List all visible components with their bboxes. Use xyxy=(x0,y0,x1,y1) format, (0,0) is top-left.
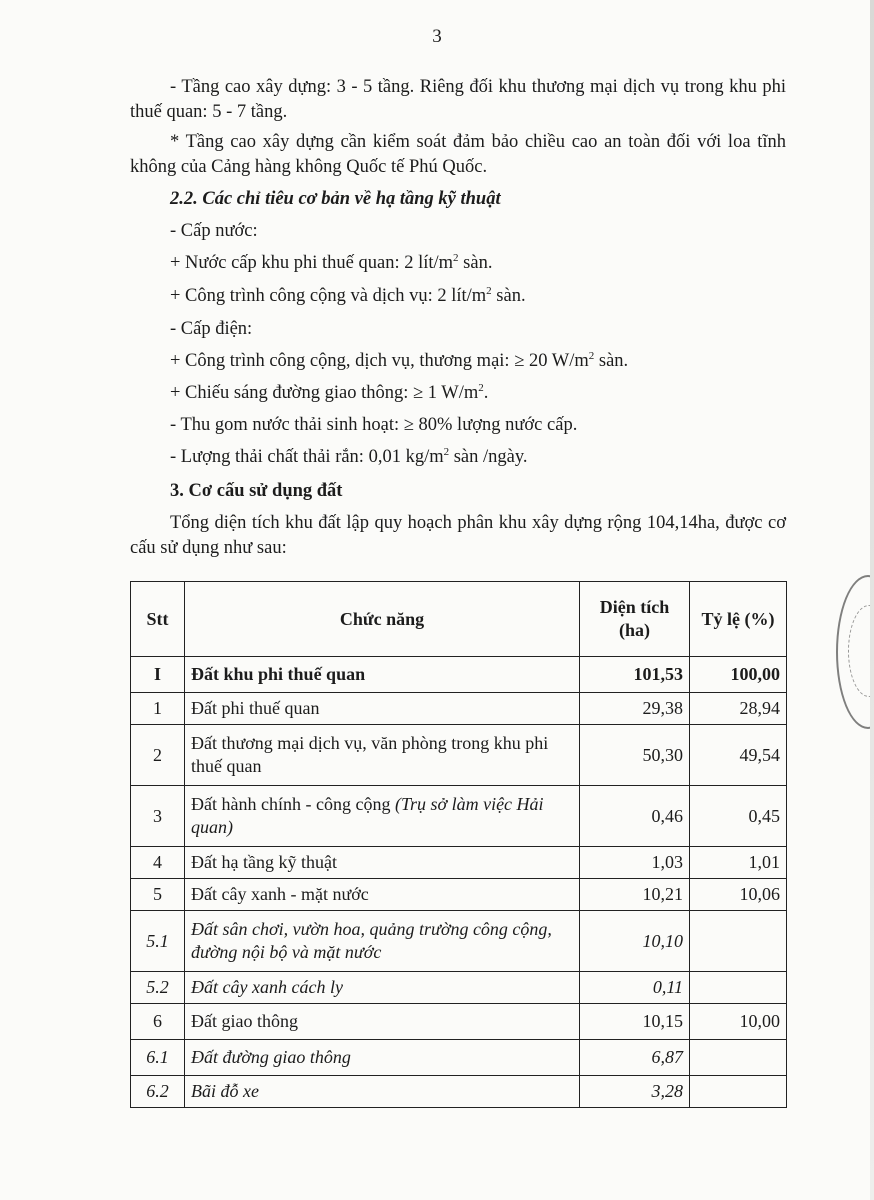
header-function: Chức năng xyxy=(185,582,580,657)
row-ratio xyxy=(690,1076,787,1108)
header-area: Diện tích (ha) xyxy=(580,582,690,657)
row-stt: 1 xyxy=(131,693,185,725)
header-ratio: Tỷ lệ (%) xyxy=(690,582,787,657)
page-edge-shadow xyxy=(870,0,874,1200)
row-stt: 5.2 xyxy=(131,972,185,1004)
row-ratio: 100,00 xyxy=(690,657,787,693)
row-function: Đất sân chơi, vườn hoa, quảng trường công cộng, đường nội bộ và mặt nước xyxy=(185,911,580,972)
row-function: Đất thương mại dịch vụ, văn phòng trong khu phi thuế quan xyxy=(185,725,580,786)
water-supply-label: - Cấp nước: xyxy=(170,221,258,241)
table-row xyxy=(131,657,787,693)
power-public-line: + Công trình công cộng, dịch vụ, thương mại: ≥ 20 $W/m^2$ sàn. xyxy=(170,350,629,371)
row-area: 0,46 xyxy=(580,786,690,847)
land-intro-paragraph: Tổng diện tích khu đất lập quy hoạch phân khu xây dựng rộng 104,14ha, được cơ cấu sử dụng như sau: xyxy=(130,513,786,558)
water-zone-line: + Nước cấp khu phi thuế quan: 2 lít/$m^2$ sàn. xyxy=(170,252,493,273)
table-row xyxy=(131,1040,787,1076)
row-stt: 4 xyxy=(131,847,185,879)
table-row xyxy=(131,972,787,1004)
row-function: Đất cây xanh - mặt nước xyxy=(185,879,580,911)
table-row xyxy=(131,879,787,911)
row-stt: 6.2 xyxy=(131,1076,185,1108)
land-use-table xyxy=(130,581,787,1108)
table-row xyxy=(131,1076,787,1108)
table-row xyxy=(131,786,787,847)
row-area: 6,87 xyxy=(580,1040,690,1076)
row-function-note: (Trụ sở làm việc Hải quan) xyxy=(191,794,544,837)
row-function: Đất hạ tầng kỹ thuật xyxy=(185,847,580,879)
table-row xyxy=(131,911,787,972)
row-area: 10,15 xyxy=(580,1004,690,1040)
row-ratio: 10,00 xyxy=(690,1004,787,1040)
row-stt: 5.1 xyxy=(131,911,185,972)
row-area: 101,53 xyxy=(580,657,690,693)
table-row xyxy=(131,725,787,786)
row-area: 50,30 xyxy=(580,725,690,786)
header-stt: Stt xyxy=(131,582,185,657)
row-ratio: 10,06 xyxy=(690,879,787,911)
row-function: Đất khu phi thuế quan xyxy=(185,657,580,693)
row-ratio xyxy=(690,1040,787,1076)
table-row xyxy=(131,693,787,725)
row-function-text: Đất hành chính - công cộng xyxy=(191,794,395,814)
row-area: 1,03 xyxy=(580,847,690,879)
row-ratio: 1,01 xyxy=(690,847,787,879)
row-area: 0,11 xyxy=(580,972,690,1004)
row-function xyxy=(185,786,580,847)
table-row xyxy=(131,1004,787,1040)
row-ratio: 49,54 xyxy=(690,725,787,786)
row-ratio xyxy=(690,911,787,972)
row-stt: 5 xyxy=(131,879,185,911)
row-area: 3,28 xyxy=(580,1076,690,1108)
row-area: 29,38 xyxy=(580,693,690,725)
row-function: Đất đường giao thông xyxy=(185,1040,580,1076)
row-function: Đất phi thuế quan xyxy=(185,693,580,725)
row-stt: 2 xyxy=(131,725,185,786)
wastewater-line: - Thu gom nước thải sinh hoạt: ≥ 80% lượng nước cấp. xyxy=(170,415,578,435)
row-ratio xyxy=(690,972,787,1004)
power-supply-label: - Cấp điện: xyxy=(170,319,253,339)
row-function: Đất cây xanh cách ly xyxy=(185,972,580,1004)
section-3-heading: 3. Cơ cấu sử dụng đất xyxy=(170,481,343,501)
floors-note-paragraph: * Tầng cao xây dựng cần kiểm soát đảm bảo chiều cao an toàn đối với loa tĩnh không của Cảng hàng không Quốc tế Phú Quốc. xyxy=(130,132,786,177)
row-area: 10,21 xyxy=(580,879,690,911)
water-public-line: + Công trình công cộng và dịch vụ: 2 lít/$m^2$ sàn. xyxy=(170,285,526,306)
row-stt: 6.1 xyxy=(131,1040,185,1076)
row-ratio: 0,45 xyxy=(690,786,787,847)
row-stt: 6 xyxy=(131,1004,185,1040)
table-row xyxy=(131,847,787,879)
row-stt: 3 xyxy=(131,786,185,847)
lighting-line: + Chiếu sáng đường giao thông: ≥ 1 $W/m^2$. xyxy=(170,382,489,403)
section-2-2-heading: 2.2. Các chỉ tiêu cơ bản về hạ tầng kỹ thuật xyxy=(170,189,501,209)
row-function: Bãi đỗ xe xyxy=(185,1076,580,1108)
row-function: Đất giao thông xyxy=(185,1004,580,1040)
solid-waste-line: - Lượng thải chất thải rắn: 0,01 $kg/m^2$ sàn /ngày. xyxy=(170,446,528,467)
floors-paragraph: - Tầng cao xây dựng: 3 - 5 tầng. Riêng đối khu thương mại dịch vụ trong khu phi thuế quan: 5 - 7 tầng. xyxy=(130,77,786,122)
row-stt: I xyxy=(131,657,185,693)
row-area: 10,10 xyxy=(580,911,690,972)
row-ratio: 28,94 xyxy=(690,693,787,725)
table-header-row xyxy=(131,582,787,657)
page-number: 3 xyxy=(432,26,442,47)
